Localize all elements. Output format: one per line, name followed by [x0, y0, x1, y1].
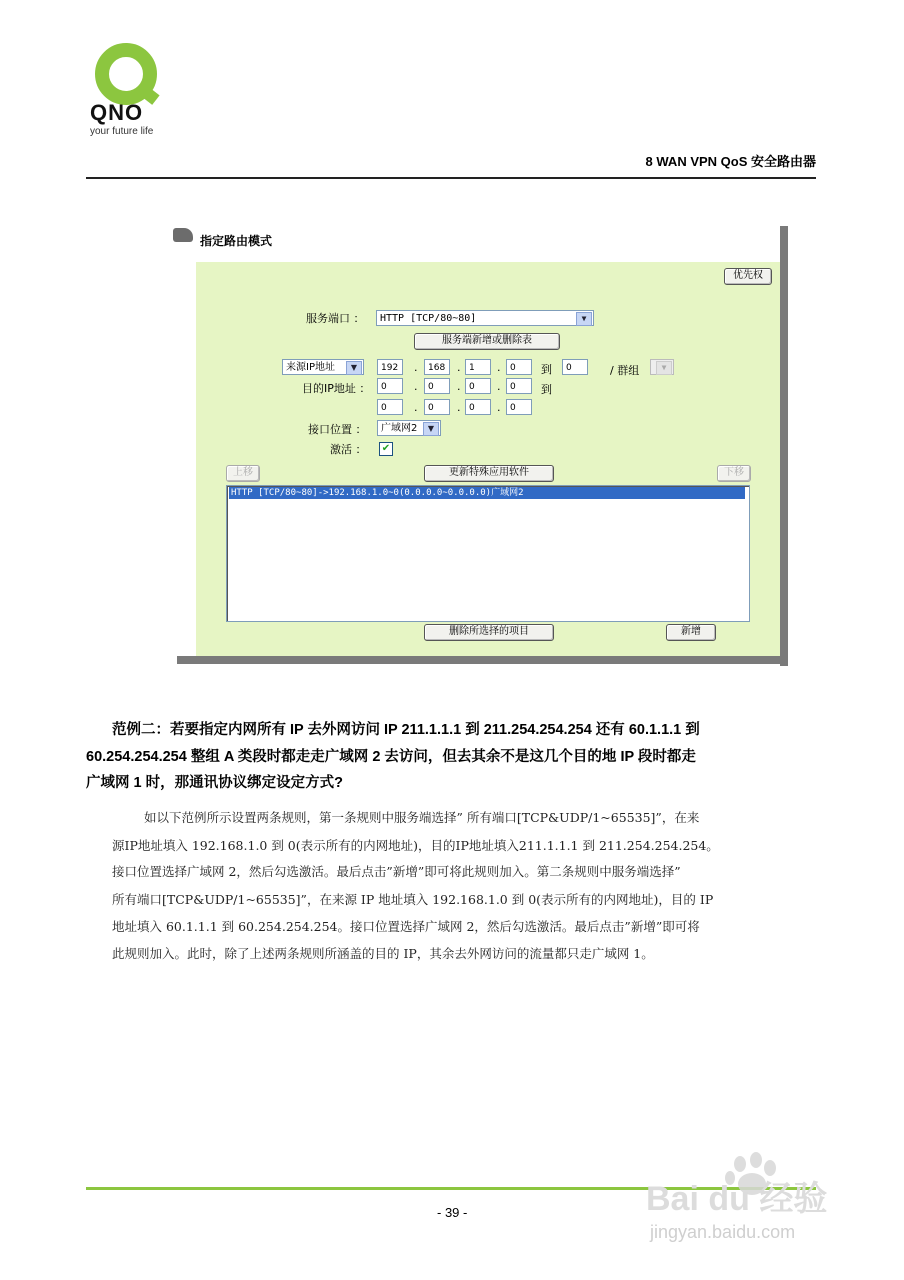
active-checkbox[interactable] [379, 442, 393, 456]
svg-text:Bai du 经验: Bai du 经验 [646, 1180, 828, 1218]
dest-ip-start-octet-4[interactable]: 0 [506, 378, 532, 394]
dest-ip-end-octet-3[interactable]: 0 [465, 399, 491, 415]
folder-tab-icon [173, 228, 193, 242]
chevron-down-icon: ▼ [423, 422, 439, 436]
ip-dot: . [414, 380, 418, 393]
dest-ip-start-octet-2[interactable]: 0 [424, 378, 450, 394]
chevron-down-icon: ▼ [576, 312, 592, 326]
service-table-button[interactable]: 服务端新增或删除表 [414, 333, 560, 350]
add-button[interactable]: 新增 [666, 624, 716, 641]
question-line-3: 广域网 1 时，那通讯协议绑定设定方式? [86, 775, 343, 791]
source-to-label: 到 [541, 363, 552, 376]
dest-ip-end-octet-2[interactable]: 0 [424, 399, 450, 415]
baidu-watermark [646, 1150, 856, 1250]
dest-ip-start-octet-1[interactable]: 0 [377, 378, 403, 394]
move-down-button[interactable]: 下移 [717, 465, 751, 482]
interface-select[interactable] [377, 420, 441, 436]
service-port-select[interactable] [376, 310, 594, 326]
chevron-down-icon: ▼ [346, 361, 362, 375]
ip-dot: . [414, 401, 418, 414]
body-line-5: 地址填入 60.1.1.1 到 60.254.254.254。接口位置选择广域网 2，然后勾选激活。最后点击”新增”即可将 [112, 919, 700, 934]
move-up-button[interactable]: 上移 [226, 465, 260, 482]
source-ip-select-value: 来源IP地址 [286, 362, 335, 373]
body-line-3: 接口位置选择广域网 2，然后勾选激活。最后点击”新增”即可将此规则加入。第二条规则中服务端选择” [112, 864, 681, 879]
ip-dot: . [457, 380, 461, 393]
dest-to-label: 到 [541, 383, 552, 396]
service-port-label: 服务端口 ： [306, 312, 365, 325]
screenshot-shadow-bottom [177, 656, 788, 664]
source-ip-select[interactable] [282, 359, 364, 375]
dest-ip-end-octet-1[interactable]: 0 [377, 399, 403, 415]
source-ip-end[interactable]: 0 [562, 359, 588, 375]
group-select[interactable] [650, 359, 674, 375]
ip-dot: . [497, 361, 501, 374]
dest-ip-start-octet-3[interactable]: 0 [465, 378, 491, 394]
header-rule [86, 177, 816, 179]
body-line-4: 所有端口[TCP&UDP/1~65535]”，在来源 IP 地址填入 192.168.1.0 到 0(表示所有的内网地址)，目的 IP [112, 892, 714, 907]
interface-label: 接口位置 ： [308, 423, 367, 436]
checkmark-icon: ✔ [381, 443, 391, 454]
logo-tagline: your future life [90, 126, 154, 137]
ip-dot: . [457, 401, 461, 414]
svg-text:QNO: QNO [90, 100, 144, 125]
source-ip-octet-4[interactable]: 0 [506, 359, 532, 375]
header-title: 8 WAN VPN QoS 安全路由器 [645, 154, 816, 169]
body-line-6: 此规则加入。此时，除了上述两条规则所涵盖的目的 IP，其余去外网访问的流量都只走广域网 1。 [112, 946, 654, 961]
page-number: - 39 - [437, 1205, 468, 1220]
delete-selected-button[interactable]: 删除所选择的项目 [424, 624, 554, 641]
panel-title: 指定路由模式 [200, 234, 273, 248]
service-port-value: HTTP [TCP/80~80] [380, 313, 477, 324]
ip-dot: . [457, 361, 461, 374]
active-label: 激活 ： [330, 443, 367, 456]
chevron-down-icon: ▼ [656, 361, 672, 375]
source-ip-octet-2[interactable]: 168 [424, 359, 450, 375]
question-line-2: 60.254.254.254 整组 A 类段时都走走广域网 2 去访问，但去其余不是这几个目的地 IP 段时都走 [86, 749, 696, 765]
svg-text:jingyan.baidu.com: jingyan.baidu.com [650, 1222, 796, 1242]
group-label: / 群组 [610, 364, 640, 377]
interface-value: 广域网2 [381, 423, 418, 434]
body-line-2: 源IP地址填入 192.168.1.0 到 0(表示所有的内网地址)，目的IP地址填入211.1.1.1 到 211.254.254.254。 [112, 838, 719, 853]
body-line-1: 如以下范例所示设置两条规则，第一条规则中服务端选择” 所有端口[TCP&UDP/1~65535]”，在来 [144, 810, 700, 825]
screenshot-shadow-right [780, 226, 788, 666]
ip-dot: . [414, 361, 418, 374]
update-special-app-button[interactable]: 更新特殊应用软件 [424, 465, 554, 482]
question-line-1: 范例二：若要指定内网所有 IP 去外网访问 IP 211.1.1.1 到 211.254.254.254 还有 60.1.1.1 到 [112, 722, 700, 738]
rule-listbox[interactable] [226, 485, 750, 622]
source-ip-octet-1[interactable]: 192 [377, 359, 403, 375]
ip-dot: . [497, 380, 501, 393]
ip-dot: . [497, 401, 501, 414]
dest-ip-end-octet-4[interactable]: 0 [506, 399, 532, 415]
priority-button[interactable]: 优先权 [724, 268, 772, 285]
dest-ip-label: 目的IP地址 ： [302, 382, 371, 395]
rule-list-item[interactable]: HTTP [TCP/80~80]->192.168.1.0~0(0.0.0.0~0.0.0.0)广域网2 [229, 487, 745, 499]
source-ip-octet-3[interactable]: 1 [465, 359, 491, 375]
